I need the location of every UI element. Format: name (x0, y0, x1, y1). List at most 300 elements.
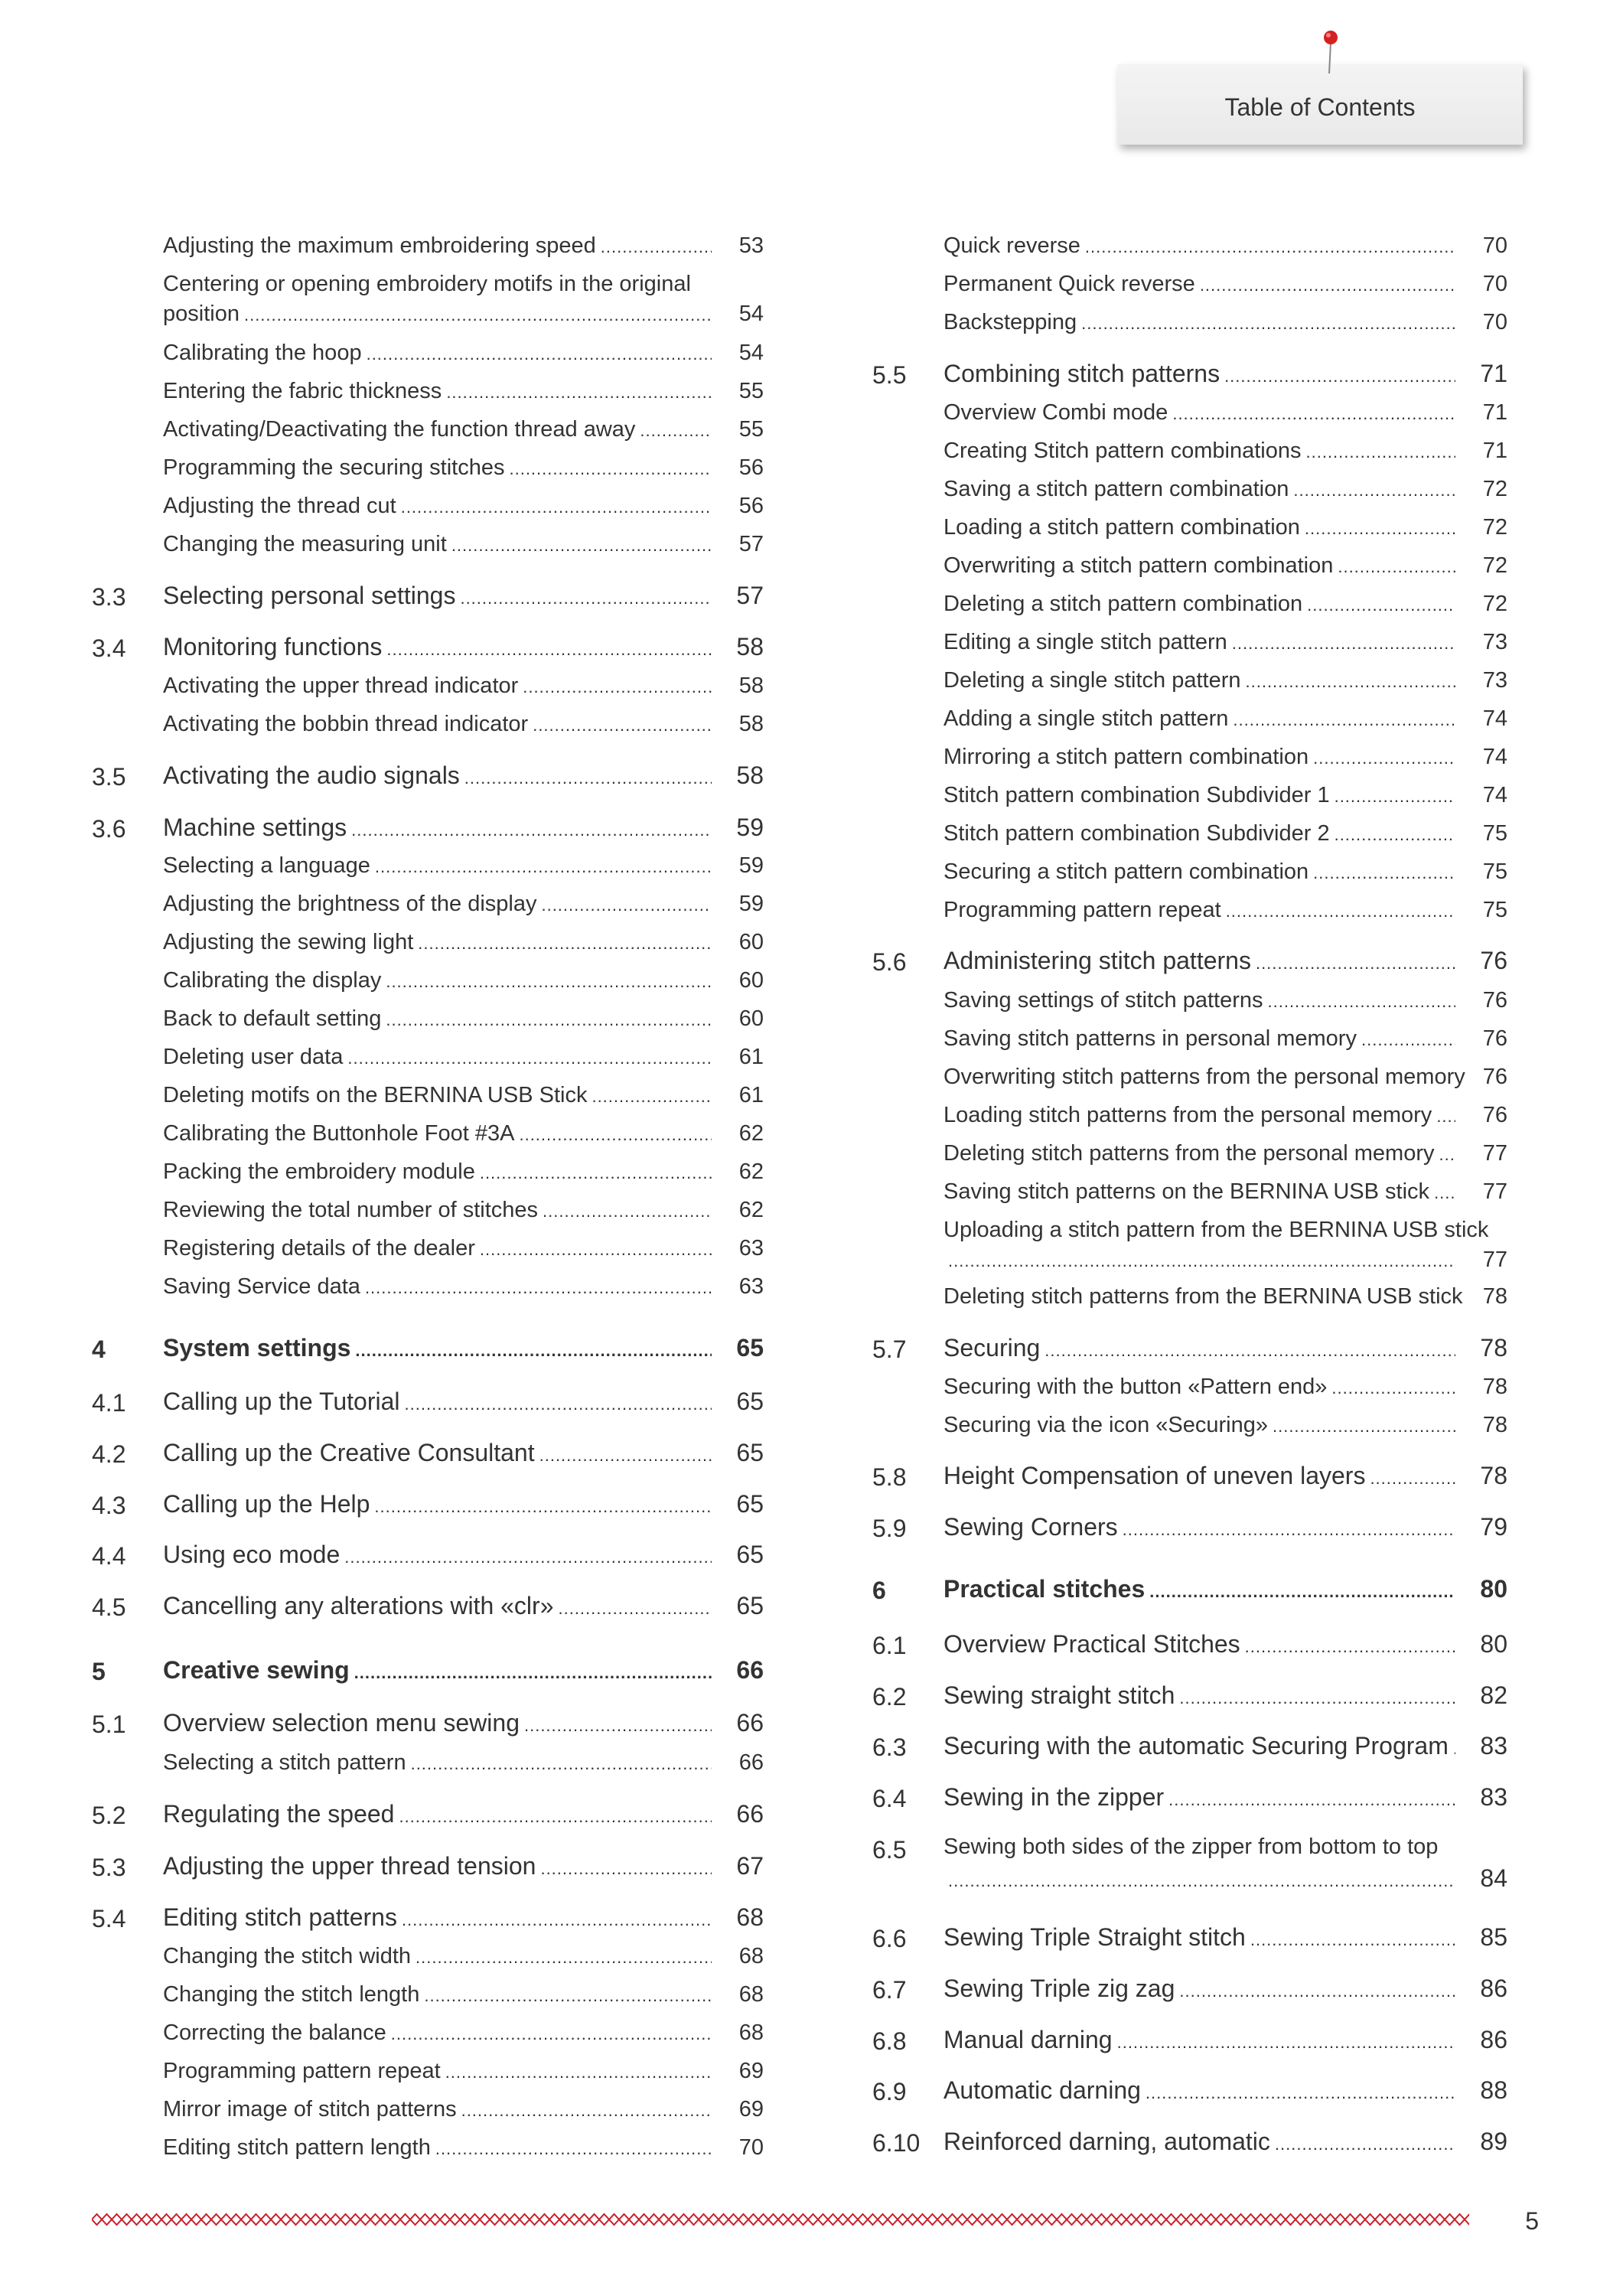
dot-leader (386, 972, 712, 992)
toc-entry-label: Packing the embroidery module (163, 1159, 475, 1184)
toc-entry[interactable] (92, 582, 764, 618)
dot-leader (399, 1807, 712, 1827)
toc-entry-label: Securing via the icon «Securing» (943, 1413, 1268, 1437)
toc-entry-label: Correcting the balance (163, 2020, 386, 2045)
toc-entry-label: Back to default setting (163, 1006, 382, 1031)
toc-entry-number: 5.4 (92, 1905, 126, 1932)
toc-entry-number: 6 (872, 1577, 886, 1604)
dot-leader (524, 1716, 712, 1736)
dot-leader (244, 305, 712, 325)
toc-entry-page: 63 (738, 1274, 764, 1299)
toc-entry-label: Deleting motifs on the BERNINA USB Stick (163, 1083, 588, 1107)
toc-entry-number: 4.5 (92, 1593, 126, 1621)
toc-entry-label: Programming pattern repeat (163, 2059, 441, 2083)
toc-entry[interactable] (872, 1413, 1507, 1450)
toc-entry[interactable] (872, 668, 1507, 705)
toc-entry-label: Overwriting a stitch pattern combination (943, 553, 1334, 578)
toc-entry-page: 62 (738, 1198, 764, 1222)
toc-entry-page: 65 (736, 1439, 764, 1466)
toc-entry-label: Sewing Corners (943, 1513, 1118, 1541)
toc-entry[interactable] (92, 2135, 764, 2172)
toc-entry-label: Reviewing the total number of stitches (163, 1198, 539, 1222)
toc-entry[interactable] (92, 1159, 764, 1196)
toc-entry-label: Editing stitch pattern length (163, 2135, 431, 2160)
toc-entry[interactable] (872, 515, 1507, 552)
toc-entry-number: 3.6 (92, 815, 126, 843)
toc-entry-label: Selecting personal settings (163, 582, 456, 609)
toc-entry-page: 78 (1482, 1413, 1507, 1437)
toc-entry-page: 85 (1480, 1923, 1507, 1951)
toc-entry-label: Deleting user data (163, 1045, 344, 1069)
toc-entry[interactable] (92, 1490, 764, 1527)
toc-entry-number: 4.1 (92, 1389, 126, 1417)
toc-entry[interactable] (92, 1006, 764, 1043)
toc-entry[interactable] (872, 1462, 1507, 1499)
toc-entry-label-continued: position (163, 302, 240, 326)
toc-entry[interactable] (872, 439, 1507, 475)
dot-leader (1313, 863, 1455, 883)
toc-entry-label: Selecting a stitch pattern (163, 1750, 406, 1775)
toc-entry[interactable] (92, 633, 764, 670)
dot-leader (1439, 1145, 1456, 1165)
toc-entry-label: Saving stitch patterns in personal memory (943, 1026, 1357, 1051)
toc-entry-page: 86 (1480, 1975, 1507, 2002)
toc-entry-page: 58 (736, 633, 764, 660)
toc-entry[interactable] (872, 1975, 1507, 2011)
toc-entry-number: 6.6 (872, 1925, 907, 1952)
toc-entry-page: 77 (1482, 1179, 1507, 1204)
toc-entry-page: 57 (738, 532, 764, 556)
toc-entry[interactable] (872, 360, 1507, 396)
dot-leader (344, 1548, 712, 1567)
toc-entry-page: 58 (738, 712, 764, 736)
toc-entry[interactable] (872, 1783, 1507, 1820)
toc-entry[interactable] (92, 1236, 764, 1273)
dot-leader (1168, 1790, 1455, 1810)
toc-entry[interactable] (872, 1923, 1507, 1960)
toc-entry[interactable] (92, 1083, 764, 1120)
toc-entry-page: 56 (738, 455, 764, 480)
dot-leader (1335, 787, 1455, 807)
toc-entry[interactable] (872, 630, 1507, 667)
toc-entry[interactable] (872, 1513, 1507, 1550)
toc-entry-page: 89 (1480, 2128, 1507, 2155)
toc-entry-label: Centering or opening embroidery motifs in the original (163, 272, 691, 296)
dot-leader (1305, 442, 1455, 462)
toc-entry-label: Adding a single stitch pattern (943, 706, 1229, 731)
toc-entry[interactable] (92, 1709, 764, 1746)
toc-entry-page: 70 (1482, 310, 1507, 334)
toc-entry-page: 66 (736, 1656, 764, 1684)
toc-entry-number: 5 (92, 1658, 106, 1685)
dot-leader (435, 2139, 712, 2159)
toc-entry-label: Machine settings (163, 814, 347, 841)
toc-entry-page: 53 (738, 233, 764, 258)
toc-entry[interactable] (92, 417, 764, 454)
toc-entry[interactable] (872, 1575, 1507, 1612)
toc-entry-page: 57 (736, 582, 764, 609)
toc-entry-number: 5.7 (872, 1336, 907, 1363)
toc-entry-label: Manual darning (943, 2026, 1113, 2053)
dot-leader (461, 2101, 712, 2121)
dot-leader (1436, 1107, 1455, 1127)
toc-entry[interactable] (872, 821, 1507, 858)
toc-entry[interactable] (92, 455, 764, 492)
toc-entry-page: 59 (738, 892, 764, 916)
dot-leader (1434, 1183, 1455, 1203)
toc-entry-number: 4.3 (92, 1492, 126, 1519)
toc-entry[interactable] (92, 968, 764, 1005)
toc-entry-page: 69 (738, 2097, 764, 2122)
toc-entry-page: 71 (1480, 360, 1507, 387)
toc-entry[interactable] (872, 2076, 1507, 2113)
toc-entry-label: Permanent Quick reverse (943, 272, 1195, 296)
dot-leader (640, 421, 712, 441)
toc-entry[interactable] (872, 272, 1507, 308)
toc-entry-page: 86 (1480, 2026, 1507, 2053)
toc-entry-page: 71 (1482, 400, 1507, 425)
dot-leader (1250, 1930, 1455, 1950)
toc-entry-page: 72 (1482, 515, 1507, 540)
toc-entry[interactable] (92, 930, 764, 967)
toc-entry-label: Mirroring a stitch pattern combination (943, 745, 1309, 769)
toc-entry-label: Activating/Deactivating the function thread away (163, 417, 636, 442)
toc-entry-page: 73 (1482, 668, 1507, 693)
dot-leader (402, 1910, 712, 1930)
dot-leader (1245, 1637, 1455, 1657)
toc-entry-label: Deleting stitch patterns from the personal memory (943, 1141, 1435, 1166)
toc-entry-number: 6.9 (872, 2078, 907, 2105)
dot-leader (416, 1948, 712, 1968)
toc-entry-page: 78 (1482, 1375, 1507, 1399)
toc-entry-page: 76 (1480, 947, 1507, 974)
toc-entry-label: Automatic darning (943, 2076, 1141, 2104)
toc-entry[interactable] (92, 814, 764, 850)
toc-entry[interactable] (92, 532, 764, 569)
toc-entry-label: Sewing Triple zig zag (943, 1975, 1175, 2002)
toc-entry-label: Changing the stitch width (163, 1944, 412, 1968)
pushpin-icon (1322, 29, 1339, 75)
dot-leader (418, 934, 712, 954)
toc-entry-page: 65 (736, 1388, 764, 1415)
dot-leader (948, 1871, 1455, 1891)
toc-entry-page: 83 (1480, 1783, 1507, 1811)
toc-entry-page: 70 (738, 2135, 764, 2160)
toc-entry-label: Securing with the button «Pattern end» (943, 1375, 1328, 1399)
dot-leader (1045, 1341, 1455, 1361)
toc-entry-label: Saving Service data (163, 1274, 360, 1299)
toc-entry[interactable] (872, 477, 1507, 514)
toc-entry-number: 4.2 (92, 1440, 126, 1468)
toc-entry-number: 6.7 (872, 1976, 907, 2004)
dot-leader (351, 820, 712, 840)
toc-entry[interactable] (872, 1065, 1507, 1101)
toc-entry[interactable] (872, 2128, 1507, 2164)
dot-leader (1275, 2135, 1455, 2154)
dot-leader (592, 1087, 712, 1107)
toc-entry[interactable] (92, 1852, 764, 1889)
toc-entry[interactable] (872, 745, 1507, 781)
toc-entry-page: 68 (738, 2020, 764, 2045)
toc-entry[interactable] (872, 706, 1507, 743)
toc-entry[interactable] (92, 1198, 764, 1234)
toc-entry[interactable] (872, 2026, 1507, 2063)
toc-entry-page: 65 (736, 1334, 764, 1362)
toc-entry-label: Overwriting stitch patterns from the personal memory (943, 1065, 1465, 1089)
toc-entry-label: Uploading a stitch pattern from the BERNINA USB stick (943, 1218, 1489, 1242)
toc-entry[interactable] (92, 1439, 764, 1476)
dot-leader (543, 1202, 712, 1221)
toc-entry[interactable] (92, 379, 764, 416)
toc-entry[interactable] (92, 272, 764, 326)
toc-entry-number: 3.5 (92, 763, 126, 791)
toc-entry-page: 59 (738, 853, 764, 878)
toc-entry-page: 63 (738, 1236, 764, 1261)
toc-entry-page: 61 (738, 1045, 764, 1069)
toc-entry[interactable] (92, 1982, 764, 2019)
toc-entry[interactable] (872, 1218, 1507, 1272)
toc-entry[interactable] (872, 898, 1507, 934)
toc-entry[interactable] (92, 1274, 764, 1311)
toc-entry-label: Backstepping (943, 310, 1077, 334)
toc-entry[interactable] (92, 853, 764, 890)
toc-entry-page: 71 (1482, 439, 1507, 463)
dot-leader (464, 768, 712, 788)
toc-entry-label: Saving settings of stitch patterns (943, 988, 1263, 1013)
toc-entry[interactable] (872, 553, 1507, 590)
toc-entry-label: Loading stitch patterns from the personal memory (943, 1103, 1432, 1127)
toc-entry-label: Adjusting the thread cut (163, 494, 396, 518)
toc-entry-page: 68 (738, 1982, 764, 2007)
toc-entry-label: Adjusting the upper thread tension (163, 1852, 536, 1880)
dot-leader (405, 1394, 712, 1414)
toc-entry-label: Monitoring functions (163, 633, 383, 660)
toc-entry[interactable] (92, 762, 764, 798)
dot-leader (1146, 2083, 1455, 2103)
toc-entry-label: Combining stitch patterns (943, 360, 1221, 387)
toc-entry[interactable] (872, 859, 1507, 896)
toc-entry-page: 82 (1480, 1681, 1507, 1709)
toc-entry-label: Loading a stitch pattern combination (943, 515, 1300, 540)
toc-entry[interactable] (872, 1835, 1507, 1892)
toc-entry[interactable] (92, 1944, 764, 1981)
toc-entry-label: Changing the stitch length (163, 1982, 420, 2007)
toc-entry[interactable] (92, 2020, 764, 2057)
toc-entry-page: 83 (1480, 1732, 1507, 1760)
toc-entry[interactable] (872, 1732, 1507, 1769)
dot-leader (1335, 825, 1455, 845)
toc-entry[interactable] (872, 400, 1507, 437)
toc-entry-label: Creative sewing (163, 1656, 350, 1684)
toc-entry-label: Sewing Triple Straight stitch (943, 1923, 1246, 1951)
toc-entry-page: 80 (1480, 1575, 1507, 1603)
toc-entry-page: 73 (1482, 630, 1507, 654)
dot-leader (1224, 367, 1455, 386)
dot-leader (1117, 2033, 1455, 2053)
dot-leader (347, 1049, 712, 1068)
dot-leader (601, 237, 712, 257)
toc-entry[interactable] (92, 1750, 764, 1787)
toc-entry[interactable] (92, 1656, 764, 1693)
toc-entry-number: 6.10 (872, 2129, 921, 2157)
toc-entry-number: 3.3 (92, 583, 126, 611)
toc-entry-number: 5.3 (92, 1854, 126, 1881)
dot-leader (1338, 557, 1455, 577)
toc-entry[interactable] (92, 341, 764, 377)
toc-entry-label: Entering the fabric thickness (163, 379, 442, 403)
toc-entry[interactable] (872, 988, 1507, 1025)
toc-entry-number: 6.2 (872, 1683, 907, 1711)
dot-leader (374, 1497, 712, 1517)
toc-entry-label: Overview Practical Stitches (943, 1630, 1240, 1658)
toc-entry-label: Registering details of the dealer (163, 1236, 475, 1261)
toc-entry[interactable] (872, 1026, 1507, 1063)
toc-entry-page: 62 (738, 1159, 764, 1184)
toc-entry[interactable] (872, 1179, 1507, 1216)
toc-entry[interactable] (872, 1103, 1507, 1140)
toc-entry[interactable] (92, 2097, 764, 2134)
toc-entry-page: 84 (1480, 1864, 1507, 1892)
toc-entry-page: 60 (738, 968, 764, 993)
dot-leader (446, 383, 712, 403)
toc-entry-page: 67 (736, 1852, 764, 1880)
dot-leader (365, 1278, 712, 1298)
toc-entry-page: 76 (1482, 1065, 1507, 1089)
toc-entry-page: 60 (738, 1006, 764, 1031)
dot-leader (519, 1125, 712, 1145)
toc-entry-number: 3.4 (92, 634, 126, 662)
toc-entry-number: 5.9 (872, 1515, 907, 1542)
toc-entry[interactable] (872, 1334, 1507, 1371)
toc-entry[interactable] (92, 1800, 764, 1837)
toc-entry-page: 66 (738, 1750, 764, 1775)
toc-entry-number: 5.2 (92, 1802, 126, 1829)
toc-entry[interactable] (872, 1681, 1507, 1718)
dot-leader (354, 1663, 712, 1683)
toc-entry-number: 5.8 (872, 1463, 907, 1491)
toc-entry[interactable] (872, 1375, 1507, 1411)
toc-entry-page: 55 (738, 379, 764, 403)
toc-entry-page: 72 (1482, 592, 1507, 616)
toc-entry-page: 76 (1482, 1103, 1507, 1127)
toc-entry[interactable] (92, 1334, 764, 1371)
dot-leader (480, 1163, 712, 1183)
toc-entry[interactable] (92, 1388, 764, 1424)
toc-entry-label: Adjusting the sewing light (163, 930, 414, 954)
toc-entry-page: 70 (1482, 272, 1507, 296)
toc-entry[interactable] (872, 592, 1507, 628)
toc-entry-page: 68 (736, 1903, 764, 1931)
toc-entry-page: 76 (1482, 1026, 1507, 1051)
dot-leader (1268, 992, 1456, 1012)
toc-entry-label: Practical stitches (943, 1575, 1146, 1603)
dot-leader (558, 1599, 712, 1619)
dot-leader (451, 536, 712, 556)
dot-leader (401, 497, 712, 517)
toc-entry[interactable] (92, 494, 764, 530)
toc-entry-label: Mirror image of stitch patterns (163, 2097, 457, 2122)
toc-entry-page: 58 (736, 762, 764, 789)
toc-entry[interactable] (92, 1592, 764, 1629)
toc-entry-page: 79 (1480, 1513, 1507, 1541)
dot-leader (445, 2063, 712, 2082)
dot-leader (1226, 902, 1455, 921)
toc-entry-label: Calibrating the hoop (163, 341, 362, 365)
dot-leader (480, 1240, 712, 1260)
toc-entry-label: Activating the upper thread indicator (163, 673, 519, 698)
toc-entry-page: 80 (1480, 1630, 1507, 1658)
dot-leader (1232, 634, 1455, 654)
toc-entry[interactable] (92, 1121, 764, 1158)
toc-entry[interactable] (92, 1541, 764, 1577)
toc-entry-page: 75 (1482, 859, 1507, 884)
toc-entry-label: Sewing in the zipper (943, 1783, 1165, 1811)
toc-entry-label: Deleting stitch patterns from the BERNINA USB stick (943, 1284, 1463, 1309)
toc-entry[interactable] (872, 1630, 1507, 1667)
header-tab (1117, 64, 1523, 145)
toc-entry[interactable] (92, 1045, 764, 1081)
stitch-border-decoration (92, 2212, 1469, 2227)
toc-entry[interactable] (92, 712, 764, 748)
toc-entry-label: Programming the securing stitches (163, 455, 505, 480)
toc-entry-label: Calling up the Tutorial (163, 1388, 400, 1415)
toc-entry[interactable] (872, 1284, 1507, 1321)
dot-leader (1246, 672, 1456, 692)
toc-entry-label: Changing the measuring unit (163, 532, 447, 556)
dot-leader (1273, 1417, 1455, 1437)
dot-leader (1200, 276, 1455, 295)
toc-entry-label: Securing with the automatic Securing Program (943, 1732, 1449, 1760)
toc-entry[interactable] (92, 673, 764, 710)
toc-entry-page: 69 (738, 2059, 764, 2083)
toc-entry[interactable] (872, 783, 1507, 820)
toc-entry-page: 65 (736, 1592, 764, 1619)
dot-leader (533, 716, 712, 735)
toc-entry-page: 76 (1482, 988, 1507, 1013)
toc-entry[interactable] (872, 947, 1507, 983)
toc-entry-label: System settings (163, 1334, 351, 1362)
toc-entry-page: 56 (738, 494, 764, 518)
toc-entry[interactable] (872, 1141, 1507, 1178)
toc-entry-number: 4.4 (92, 1542, 126, 1570)
page-number: 5 (1525, 2207, 1539, 2235)
toc-entry-page: 78 (1482, 1284, 1507, 1309)
toc-entry-label: Deleting a single stitch pattern (943, 668, 1241, 693)
dot-leader (1179, 1688, 1455, 1708)
toc-entry-label: Cancelling any alterations with «clr» (163, 1592, 554, 1619)
toc-entry-label: Deleting a stitch pattern combination (943, 592, 1303, 616)
toc-entry-number: 6.4 (872, 1785, 907, 1812)
toc-entry-number: 6.1 (872, 1632, 907, 1659)
toc-entry-label: Overview selection menu sewing (163, 1709, 520, 1737)
toc-entry[interactable] (92, 1903, 764, 1940)
dot-leader (509, 459, 712, 479)
dot-leader (1081, 314, 1455, 334)
toc-entry-label: Sewing both sides of the zipper from bottom to top (943, 1835, 1439, 1859)
toc-entry[interactable] (92, 233, 764, 270)
toc-entry[interactable] (92, 2059, 764, 2095)
toc-entry-page: 74 (1482, 745, 1507, 769)
dot-leader (424, 1986, 712, 2006)
dot-leader (1370, 1469, 1455, 1489)
toc-entry[interactable] (92, 892, 764, 928)
toc-entry-number: 5.1 (92, 1711, 126, 1738)
dot-leader (355, 1341, 712, 1361)
toc-entry[interactable] (872, 310, 1507, 347)
toc-entry[interactable] (872, 233, 1507, 270)
toc-entry-label: Activating the audio signals (163, 762, 460, 789)
toc-entry-number: 6.8 (872, 2027, 907, 2055)
